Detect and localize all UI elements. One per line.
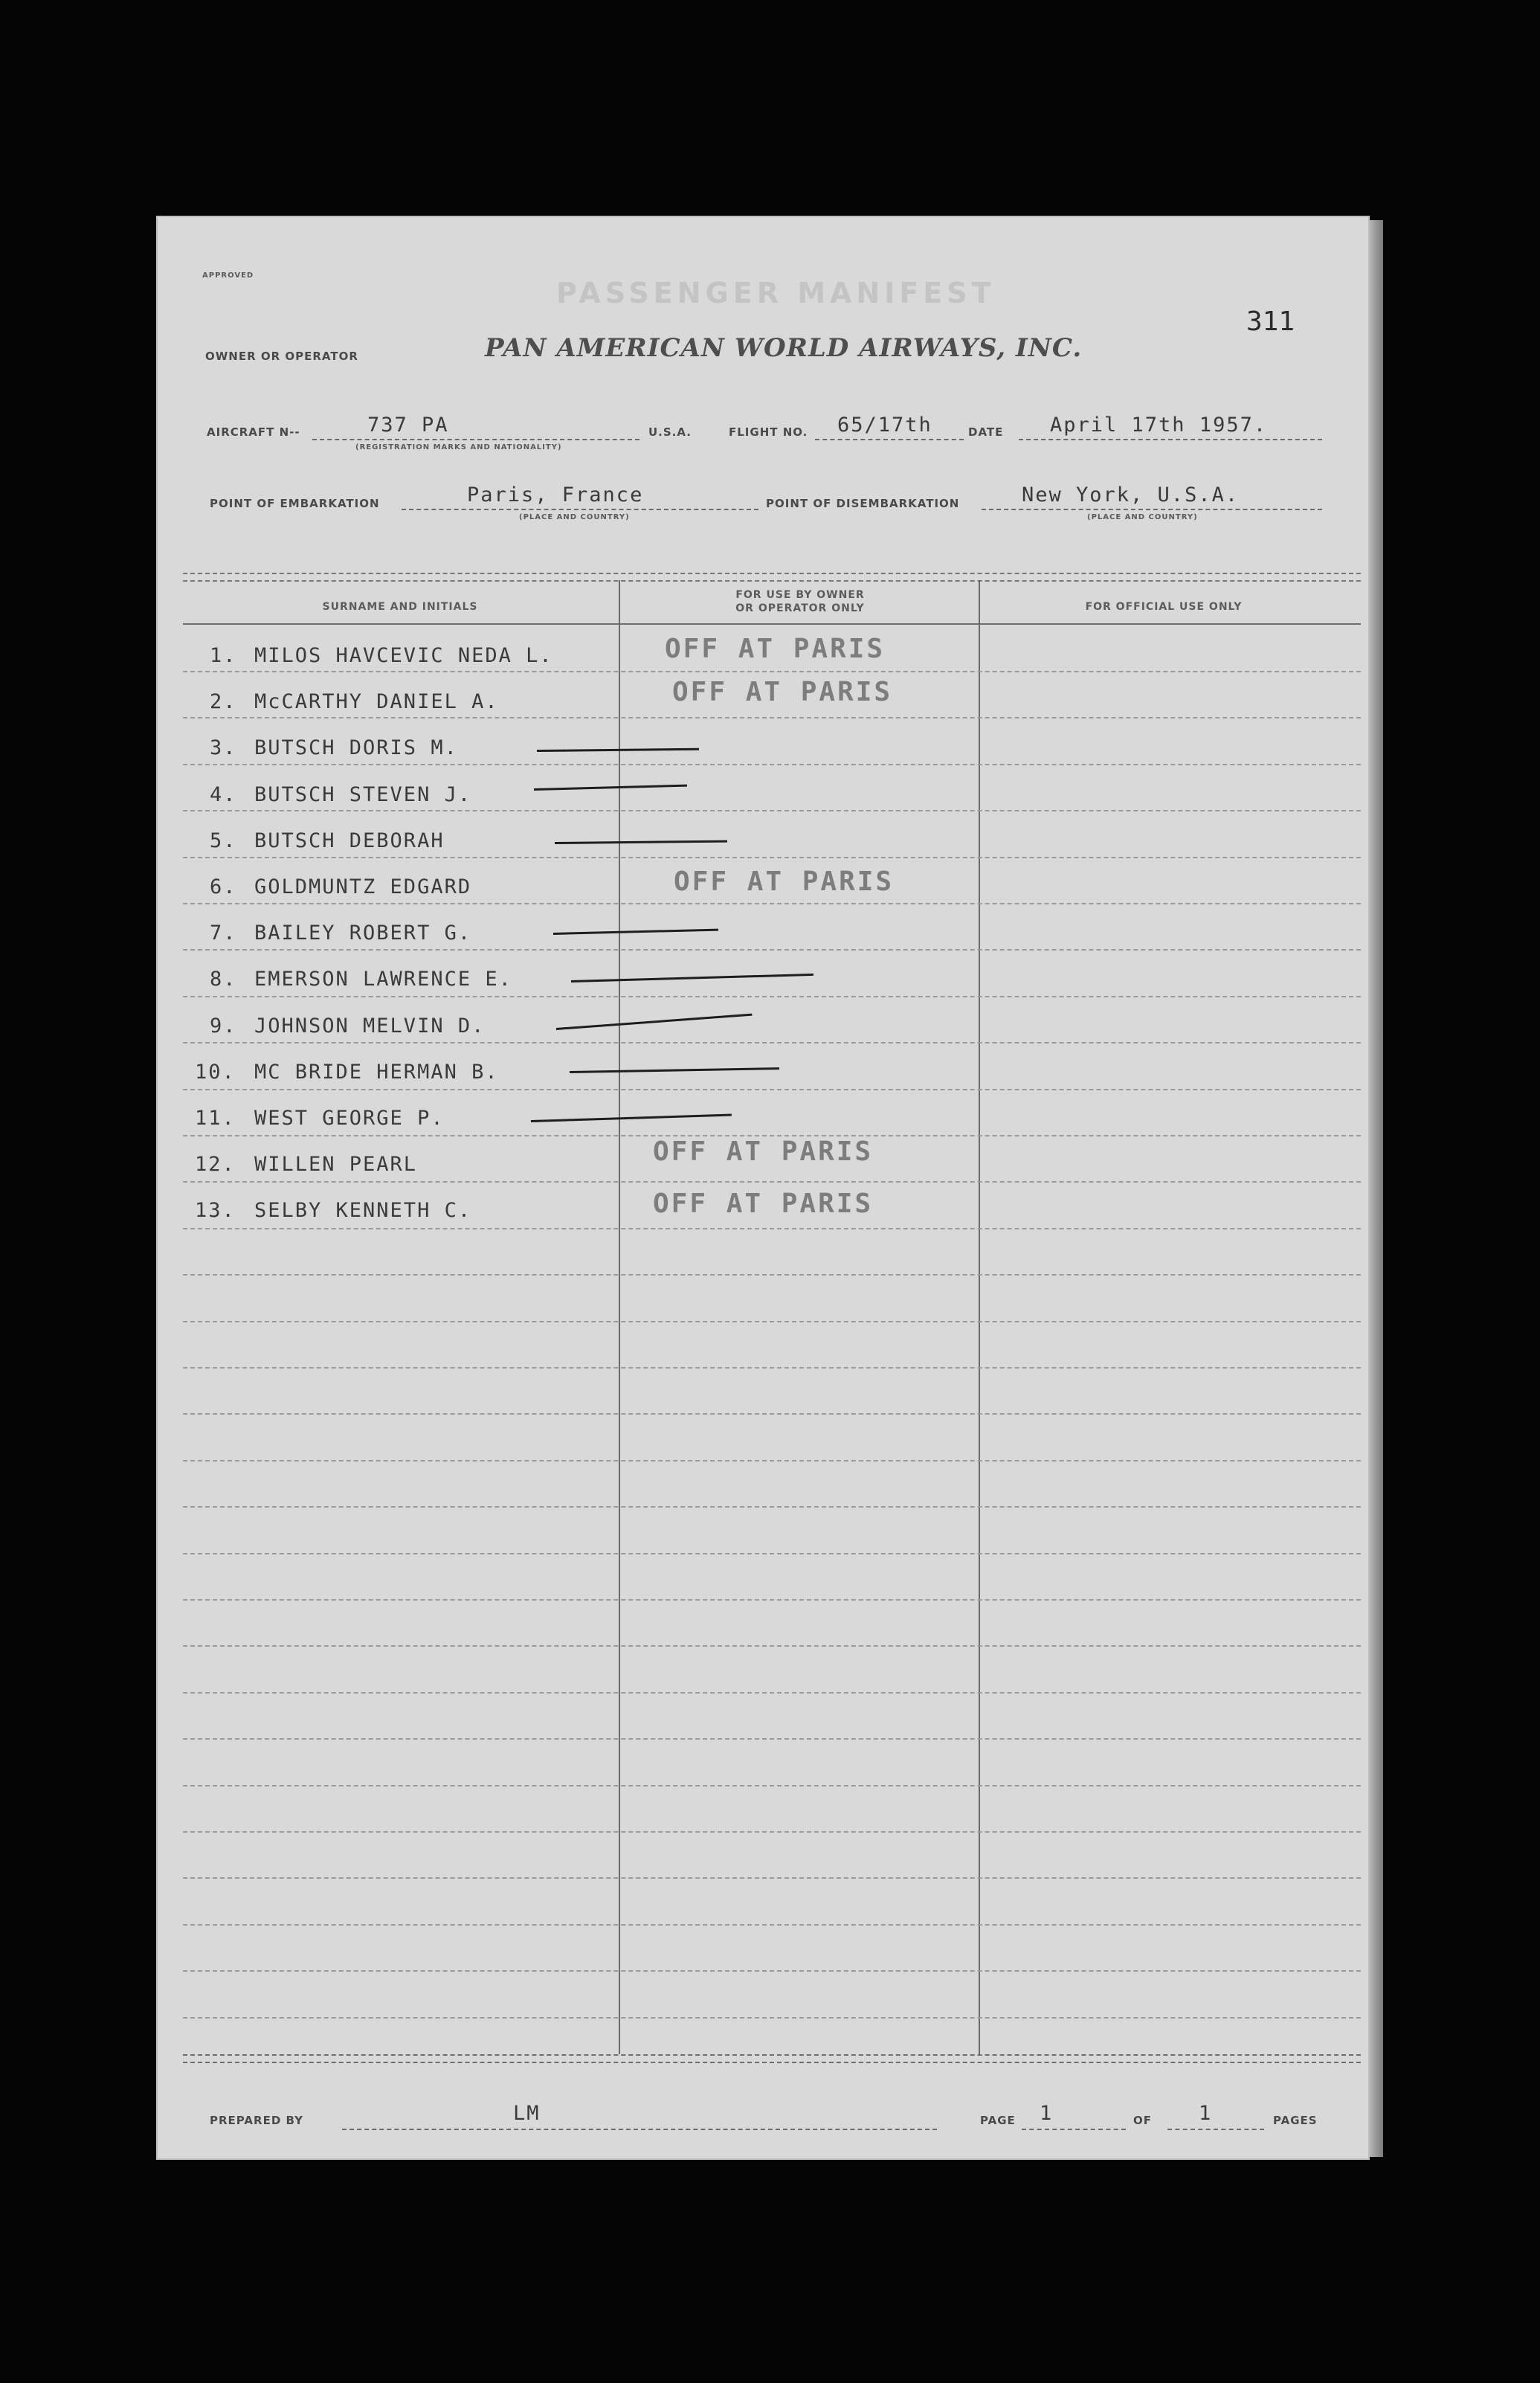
ruled-line	[183, 1553, 1361, 1554]
ruled-line	[183, 671, 1361, 672]
off-at-paris-stamp: OFF AT PARIS	[665, 634, 886, 664]
page-number: 311	[1246, 306, 1295, 337]
off-at-paris-stamp: OFF AT PARIS	[672, 677, 893, 707]
ruled-line	[183, 1599, 1361, 1601]
passenger-number: 9.	[210, 1014, 237, 1038]
flight-label: FLIGHT NO.	[729, 425, 808, 439]
passenger-name: MC BRIDE HERMAN B.	[254, 1061, 499, 1084]
embark-value: Paris, France	[467, 483, 644, 506]
owner-value: PAN AMERICAN WORLD AIRWAYS, INC.	[485, 333, 1083, 363]
off-at-paris-stamp: OFF AT PARIS	[653, 1136, 874, 1167]
passenger-name: MILOS HAVCEVIC NEDA L.	[254, 644, 553, 667]
aircraft-underline	[312, 439, 639, 440]
passenger-number: 11.	[195, 1107, 236, 1130]
passenger-name: BAILEY ROBERT G.	[254, 922, 472, 945]
ruled-line	[183, 1274, 1361, 1276]
ruled-line	[183, 1321, 1361, 1322]
off-at-paris-stamp: OFF AT PARIS	[653, 1189, 874, 1219]
passenger-number: 1.	[210, 644, 237, 667]
table-top-rule-1	[183, 573, 1361, 574]
approval-stamp: APPROVED	[202, 271, 254, 280]
off-at-paris-stamp: OFF AT PARIS	[674, 866, 895, 897]
ruled-line	[183, 764, 1361, 765]
passenger-name: McCARTHY DANIEL A.	[254, 690, 499, 713]
of-label: OF	[1133, 2114, 1152, 2127]
date-underline	[1019, 439, 1322, 440]
ruled-line	[183, 1506, 1361, 1508]
column-header-owner-line2: OR OPERATOR ONLY	[735, 602, 865, 614]
embark-note: (PLACE AND COUNTRY)	[519, 513, 630, 521]
ruled-line	[183, 857, 1361, 858]
ruled-line	[183, 1738, 1361, 1740]
passenger-name: BUTSCH DEBORAH	[254, 829, 445, 852]
prepared-by-label: PREPARED BY	[210, 2114, 303, 2127]
aircraft-note: (REGISTRATION MARKS AND NATIONALITY)	[355, 443, 562, 451]
passenger-number: 5.	[210, 829, 237, 852]
date-value: April 17th 1957.	[1050, 414, 1268, 437]
ruled-line	[183, 810, 1361, 811]
aircraft-value: 737 PA	[367, 414, 449, 437]
page-underline	[1022, 2129, 1126, 2130]
ruled-line	[183, 1877, 1361, 1879]
passenger-name: EMERSON LAWRENCE E.	[254, 968, 512, 991]
ruled-line	[183, 2017, 1361, 2019]
passenger-number: 7.	[210, 922, 237, 945]
disembark-value: New York, U.S.A.	[1022, 483, 1240, 506]
disembark-underline	[982, 509, 1322, 510]
form-title: PASSENGER MANIFEST	[556, 277, 996, 309]
ruled-line	[183, 903, 1361, 904]
ruled-line	[183, 1228, 1361, 1229]
ruled-line	[183, 717, 1361, 718]
table-bottom-rule-1	[183, 2054, 1361, 2056]
passenger-name: WILLEN PEARL	[254, 1153, 418, 1176]
ruled-line	[183, 1785, 1361, 1787]
passenger-name: SELBY KENNETH C.	[254, 1199, 472, 1222]
page-value: 1	[1040, 2102, 1054, 2125]
of-underline	[1167, 2129, 1264, 2130]
prepared-by-value: LM	[513, 2102, 541, 2125]
passenger-name: BUTSCH DORIS M.	[254, 736, 458, 759]
prepared-underline	[342, 2129, 937, 2130]
page-label: PAGE	[980, 2114, 1016, 2127]
column-header-official: FOR OFFICIAL USE ONLY	[1085, 601, 1243, 613]
ruled-line	[183, 1181, 1361, 1183]
ruled-line	[183, 1970, 1361, 1972]
passenger-number: 6.	[210, 875, 237, 898]
aircraft-label: AIRCRAFT N--	[207, 425, 300, 439]
disembark-note: (PLACE AND COUNTRY)	[1087, 513, 1198, 521]
ruled-line	[183, 949, 1361, 951]
ruled-line	[183, 1042, 1361, 1043]
ruled-line	[183, 1135, 1361, 1136]
pages-label: PAGES	[1273, 2114, 1318, 2127]
column-header-surname: SURNAME AND INITIALS	[322, 601, 478, 613]
ruled-line	[183, 996, 1361, 997]
disembark-label: POINT OF DISEMBARKATION	[766, 497, 960, 510]
ruled-line	[183, 1924, 1361, 1926]
passenger-name: GOLDMUNTZ EDGARD	[254, 875, 472, 898]
ruled-line	[183, 1089, 1361, 1090]
passenger-number: 3.	[210, 736, 237, 759]
passenger-number: 4.	[210, 783, 237, 806]
column-divider-1	[619, 580, 620, 2054]
passenger-number: 8.	[210, 968, 237, 991]
passenger-number: 2.	[210, 690, 237, 713]
passenger-name: BUTSCH STEVEN J.	[254, 783, 472, 806]
paper-edge	[1370, 220, 1383, 2157]
column-divider-2	[979, 580, 980, 2054]
table-top-rule-2	[183, 580, 1361, 582]
embark-label: POINT OF EMBARKATION	[210, 497, 380, 510]
table-header-rule	[183, 623, 1361, 625]
usa-label: U.S.A.	[648, 425, 692, 439]
passenger-number: 10.	[195, 1061, 236, 1084]
ruled-line	[183, 1831, 1361, 1833]
flight-underline	[815, 439, 964, 440]
owner-label: OWNER OR OPERATOR	[205, 350, 358, 363]
ruled-line	[183, 1460, 1361, 1461]
ruled-line	[183, 1413, 1361, 1415]
passenger-number: 12.	[195, 1153, 236, 1176]
table-bottom-rule-2	[183, 2062, 1361, 2063]
passenger-number: 13.	[195, 1199, 236, 1222]
ruled-line	[183, 1367, 1361, 1369]
embark-underline	[402, 509, 758, 510]
date-label: DATE	[968, 425, 1004, 439]
ruled-line	[183, 1692, 1361, 1694]
flight-value: 65/17th	[837, 414, 932, 437]
passenger-name: JOHNSON MELVIN D.	[254, 1014, 486, 1038]
column-header-owner-line1: FOR USE BY OWNER	[735, 589, 865, 601]
of-value: 1	[1199, 2102, 1213, 2125]
ruled-line	[183, 1645, 1361, 1647]
passenger-name: WEST GEORGE P.	[254, 1107, 445, 1130]
